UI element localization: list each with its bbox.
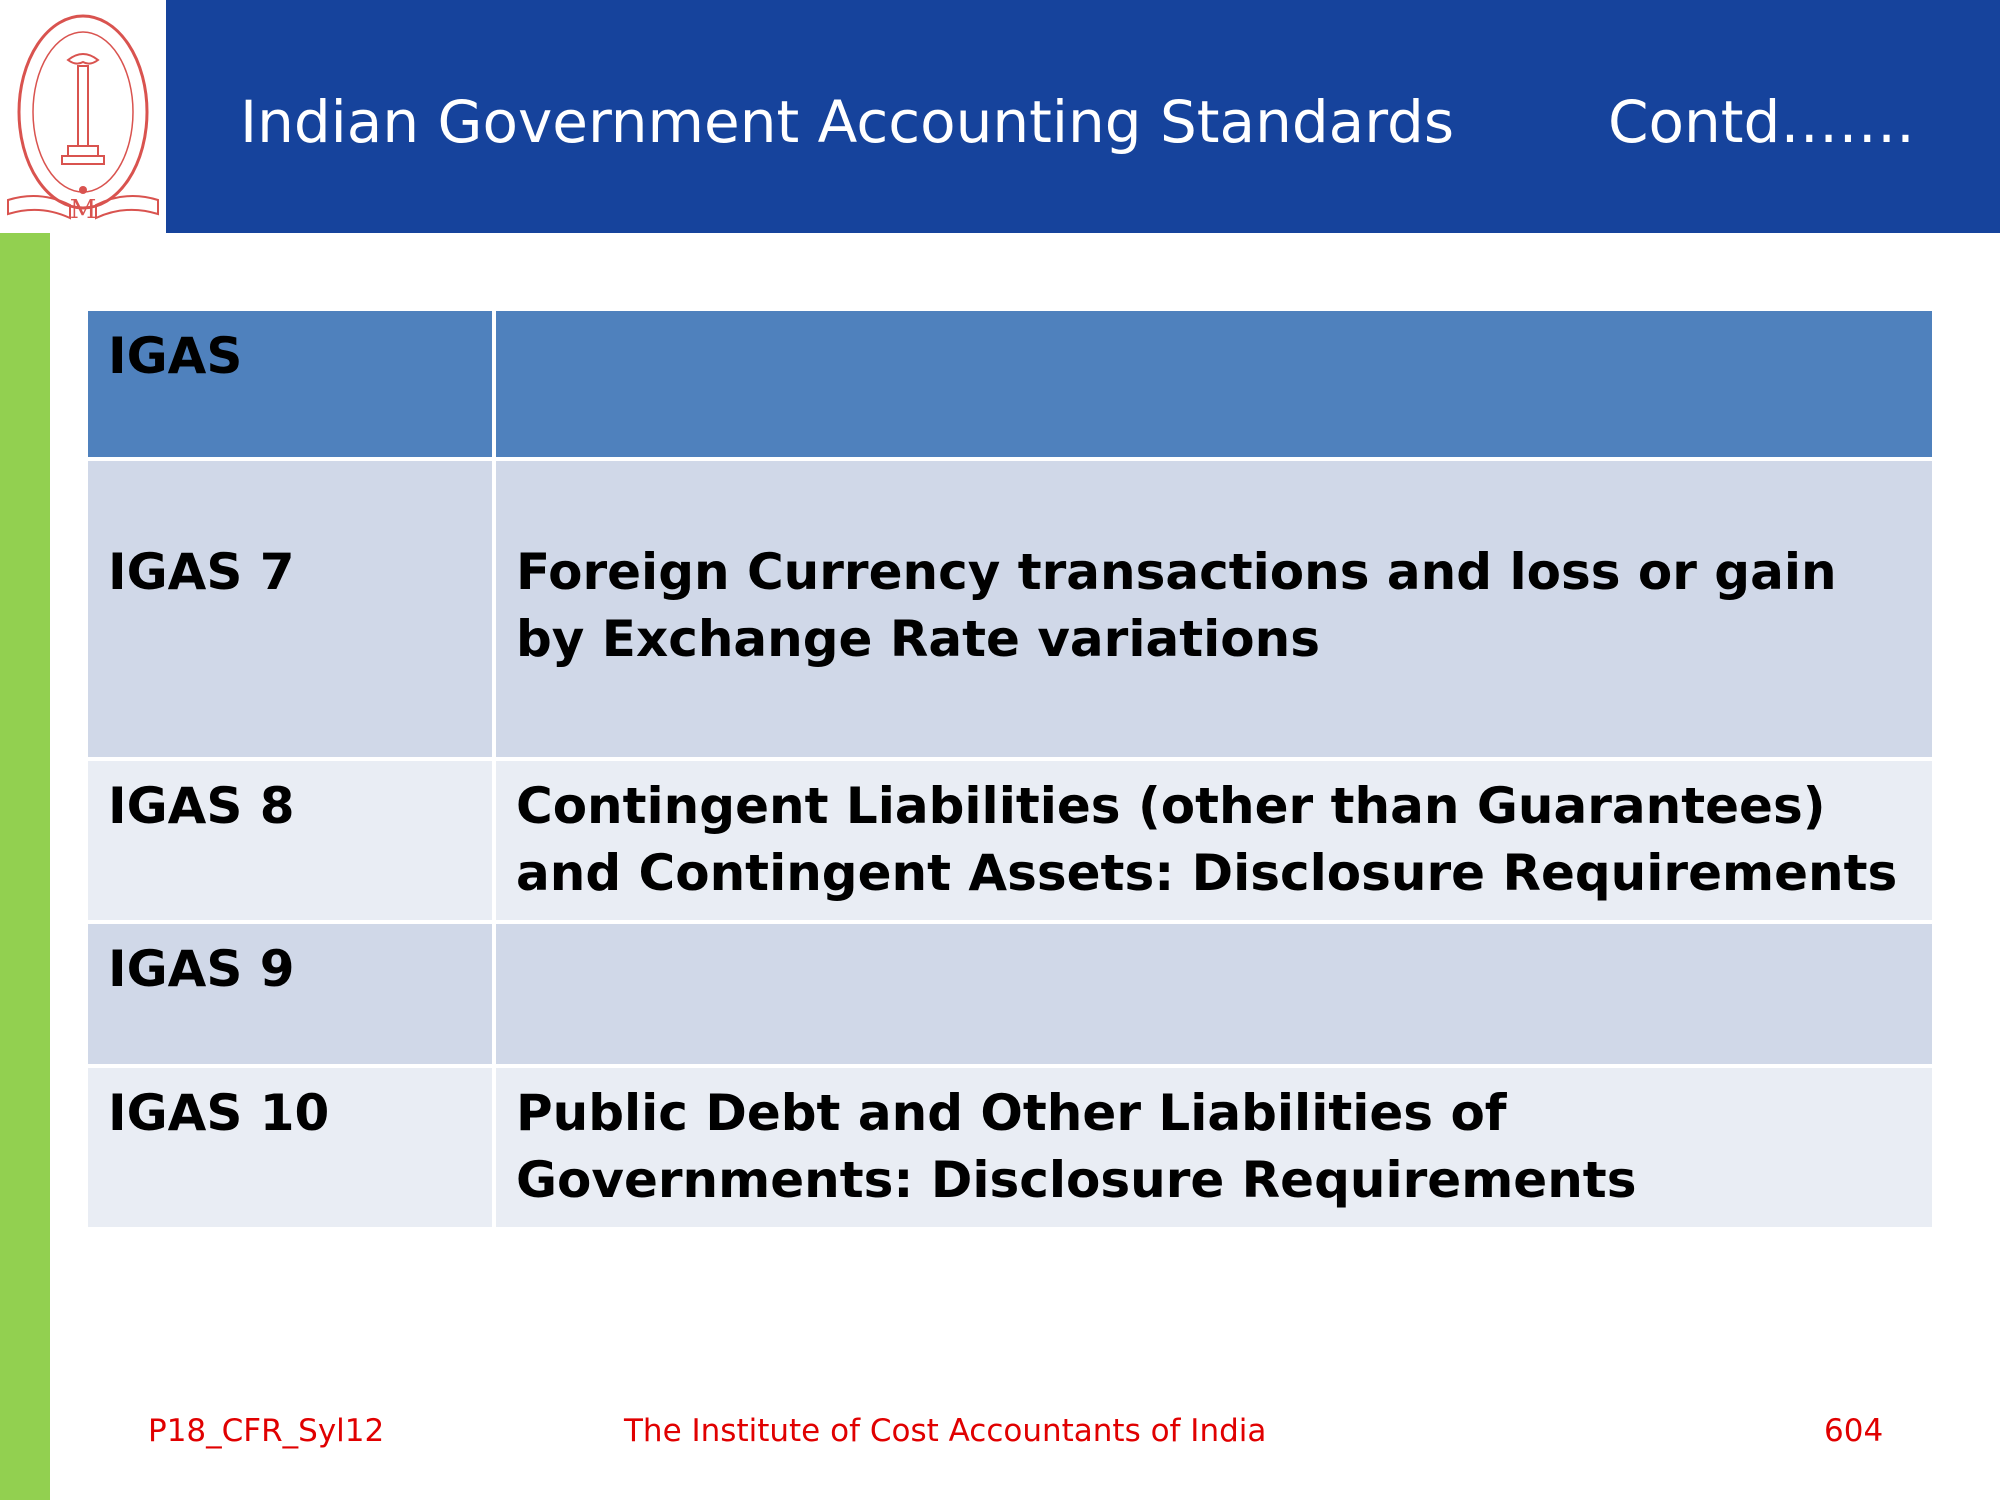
row-title [494, 922, 1934, 1066]
table-row [86, 759, 1934, 922]
row-code: IGAS 7 [86, 459, 494, 759]
igas-table [84, 307, 1936, 1231]
row-code: IGAS 10 [86, 1066, 494, 1229]
row-code: IGAS 8 [86, 759, 494, 922]
footer-institute-name: The Institute of Cost Accountants of India [624, 1413, 1267, 1449]
table-header-row [86, 309, 1934, 459]
footer-course-code: P18_CFR_Syl12 [148, 1413, 385, 1449]
row-title: Public Debt and Other Liabilities of Governments: Disclosure Requirements [494, 1066, 1934, 1229]
table-row [86, 1066, 1934, 1229]
row-title: Foreign Currency transactions and loss or gain by Exchange Rate variations [494, 459, 1934, 759]
header-cell-code: IGAS [86, 309, 494, 459]
logo [0, 0, 166, 233]
row-title: Contingent Liabilities (other than Guarantees) and Contingent Assets: Disclosure Requirements [494, 759, 1934, 922]
page-number: 604 [1824, 1413, 1884, 1449]
row-code: IGAS 9 [86, 922, 494, 1066]
svg-text:M: M [69, 195, 97, 225]
table-row [86, 922, 1934, 1066]
continued-label: Contd……. [1608, 88, 1915, 156]
accent-stripe [0, 233, 50, 1500]
institute-seal-icon [0, 0, 166, 233]
page-title: Indian Government Accounting Standards [240, 88, 1455, 156]
header-cell-title [494, 309, 1934, 459]
table-row [86, 459, 1934, 759]
